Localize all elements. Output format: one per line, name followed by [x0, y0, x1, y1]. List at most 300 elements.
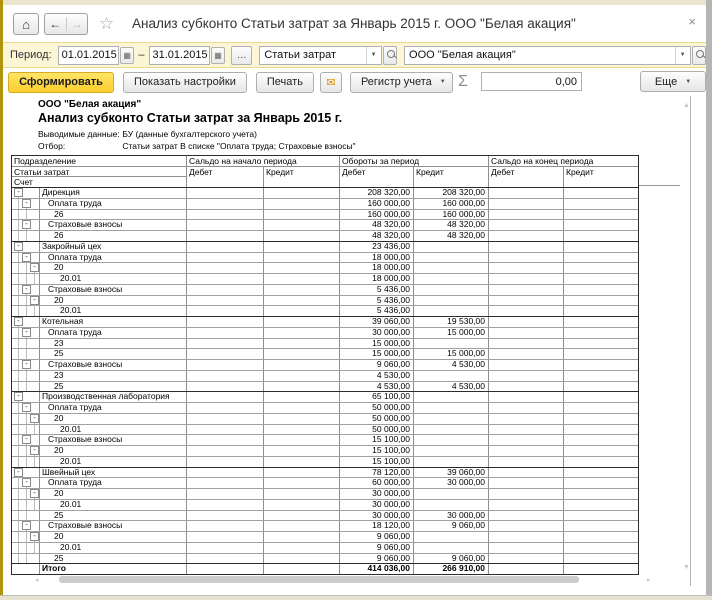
- row-value-cell[interactable]: [413, 392, 488, 402]
- row-name[interactable]: 26: [39, 231, 186, 241]
- row-name[interactable]: 20: [39, 414, 186, 424]
- row-value-cell[interactable]: 50 000,00: [339, 425, 413, 435]
- row-value-cell[interactable]: 48 320,00: [339, 220, 413, 230]
- row-value-cell[interactable]: [186, 306, 263, 316]
- collapse-toggle-icon[interactable]: -: [14, 392, 23, 401]
- row-value-cell[interactable]: [488, 306, 563, 316]
- row-value-cell[interactable]: [413, 532, 488, 542]
- row-name[interactable]: 25: [39, 554, 186, 564]
- row-value-cell[interactable]: [488, 414, 563, 424]
- row-value-cell[interactable]: [186, 339, 263, 349]
- row-value-cell[interactable]: 4 530,00: [413, 360, 488, 370]
- row-value-cell[interactable]: [186, 274, 263, 284]
- row-value-cell[interactable]: [263, 274, 339, 284]
- row-name[interactable]: 20.01: [39, 425, 186, 435]
- row-value-cell[interactable]: [413, 425, 488, 435]
- row-value-cell[interactable]: [413, 543, 488, 553]
- row-name[interactable]: Котельная: [39, 317, 186, 327]
- organization-choose-button[interactable]: [692, 46, 706, 65]
- row-value-cell[interactable]: [186, 349, 263, 359]
- row-value-cell[interactable]: [186, 511, 263, 521]
- row-value-cell[interactable]: 160 000,00: [413, 210, 488, 220]
- collapse-toggle-icon[interactable]: -: [14, 242, 23, 251]
- row-name[interactable]: 20: [39, 532, 186, 542]
- row-name[interactable]: Оплата труда: [39, 253, 186, 263]
- row-value-cell[interactable]: 60 000,00: [339, 478, 413, 488]
- row-value-cell[interactable]: [563, 317, 638, 327]
- row-value-cell[interactable]: [563, 360, 638, 370]
- row-value-cell[interactable]: [413, 263, 488, 273]
- row-value-cell[interactable]: 266 910,00: [413, 564, 488, 574]
- row-value-cell[interactable]: [488, 349, 563, 359]
- row-value-cell[interactable]: [488, 328, 563, 338]
- row-name[interactable]: 20: [39, 489, 186, 499]
- subconto-select[interactable]: [259, 46, 381, 65]
- row-value-cell[interactable]: [263, 489, 339, 499]
- row-value-cell[interactable]: [263, 414, 339, 424]
- scrollbar-thumb[interactable]: [59, 576, 579, 583]
- row-value-cell[interactable]: [563, 349, 638, 359]
- row-value-cell[interactable]: [186, 210, 263, 220]
- row-value-cell[interactable]: [563, 188, 638, 198]
- collapse-toggle-icon[interactable]: -: [22, 478, 31, 487]
- collapse-toggle-icon[interactable]: -: [14, 468, 23, 477]
- row-name[interactable]: Производственная лаборатория: [39, 392, 186, 402]
- row-value-cell[interactable]: [186, 242, 263, 252]
- row-value-cell[interactable]: [488, 392, 563, 402]
- row-value-cell[interactable]: 39 060,00: [339, 317, 413, 327]
- row-value-cell[interactable]: [186, 543, 263, 553]
- row-value-cell[interactable]: 48 320,00: [413, 220, 488, 230]
- row-name[interactable]: Итого: [39, 564, 186, 574]
- row-value-cell[interactable]: [488, 382, 563, 392]
- row-value-cell[interactable]: 9 060,00: [339, 543, 413, 553]
- row-value-cell[interactable]: [563, 382, 638, 392]
- row-value-cell[interactable]: [263, 339, 339, 349]
- row-value-cell[interactable]: [413, 435, 488, 445]
- collapse-toggle-icon[interactable]: -: [30, 414, 39, 423]
- row-value-cell[interactable]: [186, 231, 263, 241]
- mail-button[interactable]: [320, 72, 342, 93]
- collapse-toggle-icon[interactable]: -: [30, 263, 39, 272]
- row-value-cell[interactable]: [488, 360, 563, 370]
- row-name[interactable]: Швейный цех: [39, 468, 186, 478]
- row-value-cell[interactable]: [263, 392, 339, 402]
- row-value-cell[interactable]: 9 060,00: [339, 360, 413, 370]
- row-value-cell[interactable]: [488, 511, 563, 521]
- row-value-cell[interactable]: [263, 317, 339, 327]
- row-value-cell[interactable]: [413, 457, 488, 467]
- row-value-cell[interactable]: 160 000,00: [339, 210, 413, 220]
- chevron-down-icon[interactable]: ▼: [675, 47, 690, 64]
- row-value-cell[interactable]: 30 000,00: [339, 489, 413, 499]
- row-value-cell[interactable]: [186, 296, 263, 306]
- row-value-cell[interactable]: [563, 511, 638, 521]
- row-value-cell[interactable]: [488, 199, 563, 209]
- row-value-cell[interactable]: [413, 242, 488, 252]
- collapse-toggle-icon[interactable]: -: [22, 403, 31, 412]
- row-value-cell[interactable]: 50 000,00: [339, 414, 413, 424]
- row-value-cell[interactable]: [413, 403, 488, 413]
- row-value-cell[interactable]: 5 436,00: [339, 306, 413, 316]
- row-value-cell[interactable]: [563, 457, 638, 467]
- row-value-cell[interactable]: [263, 521, 339, 531]
- row-name[interactable]: Оплата труда: [39, 478, 186, 488]
- row-value-cell[interactable]: [563, 220, 638, 230]
- collapse-toggle-icon[interactable]: -: [22, 199, 31, 208]
- row-value-cell[interactable]: [413, 414, 488, 424]
- collapse-toggle-icon[interactable]: -: [14, 188, 23, 197]
- row-value-cell[interactable]: 5 436,00: [339, 285, 413, 295]
- row-value-cell[interactable]: [263, 263, 339, 273]
- collapse-toggle-icon[interactable]: -: [22, 328, 31, 337]
- row-value-cell[interactable]: [563, 253, 638, 263]
- row-value-cell[interactable]: 9 060,00: [339, 532, 413, 542]
- period-from-input[interactable]: 01.01.2015: [58, 46, 119, 65]
- collapse-toggle-icon[interactable]: -: [22, 220, 31, 229]
- collapse-toggle-icon[interactable]: -: [22, 253, 31, 262]
- row-value-cell[interactable]: [263, 425, 339, 435]
- row-value-cell[interactable]: [488, 543, 563, 553]
- scroll-right-icon[interactable]: ▸: [647, 577, 651, 584]
- row-value-cell[interactable]: [563, 564, 638, 574]
- row-value-cell[interactable]: [563, 543, 638, 553]
- sum-field[interactable]: 0,00: [481, 72, 582, 91]
- row-name[interactable]: Закройный цех: [39, 242, 186, 252]
- row-value-cell[interactable]: 30 000,00: [413, 511, 488, 521]
- row-value-cell[interactable]: 15 100,00: [339, 446, 413, 456]
- row-value-cell[interactable]: [186, 317, 263, 327]
- scroll-left-icon[interactable]: ◂: [35, 577, 39, 584]
- row-name[interactable]: 20.01: [39, 457, 186, 467]
- row-value-cell[interactable]: [488, 220, 563, 230]
- row-value-cell[interactable]: [563, 285, 638, 295]
- row-value-cell[interactable]: [186, 371, 263, 381]
- favorite-star-icon[interactable]: ☆: [99, 14, 115, 33]
- row-value-cell[interactable]: [263, 296, 339, 306]
- row-value-cell[interactable]: 78 120,00: [339, 468, 413, 478]
- show-settings-button[interactable]: Показать настройки: [123, 72, 247, 93]
- row-value-cell[interactable]: [186, 446, 263, 456]
- row-value-cell[interactable]: [263, 532, 339, 542]
- row-value-cell[interactable]: 5 436,00: [339, 296, 413, 306]
- row-value-cell[interactable]: [488, 500, 563, 510]
- row-name[interactable]: 20.01: [39, 274, 186, 284]
- row-value-cell[interactable]: 18 000,00: [339, 253, 413, 263]
- row-value-cell[interactable]: [563, 435, 638, 445]
- row-value-cell[interactable]: [488, 425, 563, 435]
- row-name[interactable]: 23: [39, 339, 186, 349]
- collapse-toggle-icon[interactable]: -: [14, 317, 23, 326]
- row-name[interactable]: Страховые взносы: [39, 360, 186, 370]
- row-value-cell[interactable]: [563, 328, 638, 338]
- row-value-cell[interactable]: 48 320,00: [413, 231, 488, 241]
- row-value-cell[interactable]: [488, 554, 563, 564]
- row-value-cell[interactable]: [263, 543, 339, 553]
- row-value-cell[interactable]: [563, 210, 638, 220]
- row-value-cell[interactable]: [186, 220, 263, 230]
- row-value-cell[interactable]: [186, 263, 263, 273]
- row-value-cell[interactable]: 414 036,00: [339, 564, 413, 574]
- row-name[interactable]: 26: [39, 210, 186, 220]
- row-value-cell[interactable]: 18 120,00: [339, 521, 413, 531]
- row-name[interactable]: 20.01: [39, 500, 186, 510]
- row-value-cell[interactable]: [263, 231, 339, 241]
- row-value-cell[interactable]: [186, 360, 263, 370]
- row-value-cell[interactable]: [563, 296, 638, 306]
- back-button[interactable]: ←: [45, 17, 67, 31]
- collapse-toggle-icon[interactable]: -: [30, 532, 39, 541]
- row-value-cell[interactable]: [563, 500, 638, 510]
- row-value-cell[interactable]: [563, 414, 638, 424]
- row-value-cell[interactable]: 30 000,00: [413, 478, 488, 488]
- row-value-cell[interactable]: [263, 285, 339, 295]
- row-value-cell[interactable]: [488, 188, 563, 198]
- row-value-cell[interactable]: 39 060,00: [413, 468, 488, 478]
- more-button[interactable]: [640, 71, 706, 92]
- row-value-cell[interactable]: [263, 306, 339, 316]
- row-value-cell[interactable]: [186, 457, 263, 467]
- row-value-cell[interactable]: [563, 242, 638, 252]
- forward-button[interactable]: →: [70, 17, 83, 31]
- row-value-cell[interactable]: [413, 489, 488, 499]
- row-name[interactable]: Дирекция: [39, 188, 186, 198]
- row-value-cell[interactable]: [263, 371, 339, 381]
- row-name[interactable]: Оплата труда: [39, 328, 186, 338]
- row-name[interactable]: Страховые взносы: [39, 435, 186, 445]
- row-value-cell[interactable]: 50 000,00: [339, 403, 413, 413]
- collapse-toggle-icon[interactable]: -: [22, 435, 31, 444]
- row-value-cell[interactable]: [563, 339, 638, 349]
- calendar-icon[interactable]: ▦: [211, 47, 225, 64]
- collapse-toggle-icon[interactable]: -: [30, 446, 39, 455]
- scroll-down-icon[interactable]: ▼: [683, 564, 690, 571]
- print-button[interactable]: Печать: [256, 72, 314, 93]
- row-value-cell[interactable]: 15 000,00: [339, 349, 413, 359]
- row-value-cell[interactable]: [263, 210, 339, 220]
- row-value-cell[interactable]: [563, 274, 638, 284]
- row-value-cell[interactable]: [186, 554, 263, 564]
- row-value-cell[interactable]: [563, 532, 638, 542]
- row-name[interactable]: 25: [39, 382, 186, 392]
- row-value-cell[interactable]: [263, 188, 339, 198]
- row-value-cell[interactable]: 15 100,00: [339, 457, 413, 467]
- row-value-cell[interactable]: [263, 468, 339, 478]
- collapse-toggle-icon[interactable]: -: [30, 296, 39, 305]
- row-value-cell[interactable]: [186, 253, 263, 263]
- row-value-cell[interactable]: [413, 500, 488, 510]
- row-value-cell[interactable]: [488, 274, 563, 284]
- row-value-cell[interactable]: [563, 403, 638, 413]
- row-value-cell[interactable]: [186, 489, 263, 499]
- row-value-cell[interactable]: [413, 306, 488, 316]
- collapse-toggle-icon[interactable]: -: [30, 489, 39, 498]
- row-value-cell[interactable]: [186, 188, 263, 198]
- row-value-cell[interactable]: [186, 500, 263, 510]
- collapse-toggle-icon[interactable]: -: [22, 521, 31, 530]
- row-value-cell[interactable]: [488, 521, 563, 531]
- row-name[interactable]: Оплата труда: [39, 199, 186, 209]
- row-value-cell[interactable]: [488, 296, 563, 306]
- row-value-cell[interactable]: [186, 403, 263, 413]
- row-value-cell[interactable]: [563, 199, 638, 209]
- row-value-cell[interactable]: [488, 478, 563, 488]
- row-value-cell[interactable]: [563, 446, 638, 456]
- row-value-cell[interactable]: 65 100,00: [339, 392, 413, 402]
- row-value-cell[interactable]: [563, 478, 638, 488]
- period-options-button[interactable]: …: [231, 46, 252, 65]
- row-value-cell[interactable]: [488, 457, 563, 467]
- row-value-cell[interactable]: [413, 296, 488, 306]
- row-value-cell[interactable]: [563, 554, 638, 564]
- row-value-cell[interactable]: 15 000,00: [413, 328, 488, 338]
- row-value-cell[interactable]: [488, 403, 563, 413]
- close-icon[interactable]: ×: [688, 14, 696, 29]
- subconto-choose-button[interactable]: [383, 46, 397, 65]
- row-value-cell[interactable]: [413, 274, 488, 284]
- row-value-cell[interactable]: [413, 253, 488, 263]
- row-value-cell[interactable]: [488, 242, 563, 252]
- row-value-cell[interactable]: 18 000,00: [339, 263, 413, 273]
- row-value-cell[interactable]: [186, 425, 263, 435]
- home-button[interactable]: [13, 13, 39, 35]
- row-value-cell[interactable]: 4 530,00: [339, 371, 413, 381]
- row-value-cell[interactable]: 4 530,00: [339, 382, 413, 392]
- row-value-cell[interactable]: [263, 403, 339, 413]
- row-value-cell[interactable]: [186, 468, 263, 478]
- row-name[interactable]: Оплата труда: [39, 403, 186, 413]
- row-value-cell[interactable]: [488, 489, 563, 499]
- row-value-cell[interactable]: 19 530,00: [413, 317, 488, 327]
- row-value-cell[interactable]: 9 060,00: [339, 554, 413, 564]
- row-value-cell[interactable]: [263, 564, 339, 574]
- register-button[interactable]: [350, 72, 453, 93]
- row-name[interactable]: 25: [39, 349, 186, 359]
- generate-button[interactable]: Сформировать: [8, 72, 114, 93]
- row-value-cell[interactable]: [263, 554, 339, 564]
- row-value-cell[interactable]: [563, 263, 638, 273]
- organization-select[interactable]: [404, 46, 691, 65]
- row-value-cell[interactable]: 18 000,00: [339, 274, 413, 284]
- row-value-cell[interactable]: [263, 478, 339, 488]
- row-value-cell[interactable]: [563, 231, 638, 241]
- row-name[interactable]: Страховые взносы: [39, 220, 186, 230]
- row-value-cell[interactable]: [488, 435, 563, 445]
- row-name[interactable]: 20: [39, 263, 186, 273]
- row-value-cell[interactable]: [186, 382, 263, 392]
- row-value-cell[interactable]: [488, 564, 563, 574]
- chevron-down-icon[interactable]: ▼: [366, 47, 381, 64]
- collapse-toggle-icon[interactable]: -: [22, 285, 31, 294]
- row-value-cell[interactable]: [413, 371, 488, 381]
- row-value-cell[interactable]: [488, 210, 563, 220]
- row-value-cell[interactable]: 208 320,00: [339, 188, 413, 198]
- row-value-cell[interactable]: [563, 521, 638, 531]
- row-value-cell[interactable]: 48 320,00: [339, 231, 413, 241]
- row-value-cell[interactable]: [186, 328, 263, 338]
- row-value-cell[interactable]: [563, 371, 638, 381]
- row-value-cell[interactable]: 9 060,00: [413, 521, 488, 531]
- row-value-cell[interactable]: [263, 446, 339, 456]
- row-value-cell[interactable]: 23 436,00: [339, 242, 413, 252]
- row-value-cell[interactable]: [186, 532, 263, 542]
- row-value-cell[interactable]: [413, 446, 488, 456]
- row-value-cell[interactable]: [186, 414, 263, 424]
- row-value-cell[interactable]: 15 000,00: [413, 349, 488, 359]
- row-value-cell[interactable]: [263, 220, 339, 230]
- row-name[interactable]: 23: [39, 371, 186, 381]
- row-value-cell[interactable]: [488, 317, 563, 327]
- row-name[interactable]: 20: [39, 296, 186, 306]
- row-value-cell[interactable]: [186, 521, 263, 531]
- row-value-cell[interactable]: [186, 478, 263, 488]
- row-value-cell[interactable]: 30 000,00: [339, 500, 413, 510]
- row-value-cell[interactable]: [563, 306, 638, 316]
- row-value-cell[interactable]: [186, 392, 263, 402]
- row-value-cell[interactable]: 9 060,00: [413, 554, 488, 564]
- row-value-cell[interactable]: [488, 339, 563, 349]
- row-value-cell[interactable]: [563, 392, 638, 402]
- row-value-cell[interactable]: [263, 382, 339, 392]
- row-value-cell[interactable]: [263, 511, 339, 521]
- row-value-cell[interactable]: 15 000,00: [339, 339, 413, 349]
- period-to-input[interactable]: 31.01.2015: [149, 46, 210, 65]
- row-value-cell[interactable]: 160 000,00: [339, 199, 413, 209]
- collapse-toggle-icon[interactable]: -: [22, 360, 31, 369]
- row-value-cell[interactable]: [488, 446, 563, 456]
- row-value-cell[interactable]: [488, 532, 563, 542]
- row-value-cell[interactable]: 160 000,00: [413, 199, 488, 209]
- row-value-cell[interactable]: [263, 457, 339, 467]
- row-value-cell[interactable]: [563, 425, 638, 435]
- row-value-cell[interactable]: [488, 231, 563, 241]
- scroll-up-icon[interactable]: ▲: [683, 102, 690, 109]
- row-name[interactable]: 20.01: [39, 543, 186, 553]
- row-value-cell[interactable]: [488, 253, 563, 263]
- row-value-cell[interactable]: [263, 500, 339, 510]
- row-value-cell[interactable]: [488, 371, 563, 381]
- row-value-cell[interactable]: [263, 435, 339, 445]
- row-value-cell[interactable]: [488, 263, 563, 273]
- row-value-cell[interactable]: [413, 339, 488, 349]
- row-name[interactable]: 20: [39, 446, 186, 456]
- calendar-icon[interactable]: ▦: [120, 47, 134, 64]
- row-value-cell[interactable]: 15 100,00: [339, 435, 413, 445]
- row-value-cell[interactable]: [186, 564, 263, 574]
- row-value-cell[interactable]: [263, 199, 339, 209]
- row-value-cell[interactable]: [263, 349, 339, 359]
- row-value-cell[interactable]: [186, 285, 263, 295]
- horizontal-scrollbar[interactable]: [11, 576, 687, 584]
- row-value-cell[interactable]: [263, 242, 339, 252]
- row-value-cell[interactable]: [186, 199, 263, 209]
- row-value-cell[interactable]: [488, 285, 563, 295]
- row-value-cell[interactable]: 208 320,00: [413, 188, 488, 198]
- row-value-cell[interactable]: [186, 435, 263, 445]
- row-value-cell[interactable]: 30 000,00: [339, 511, 413, 521]
- row-value-cell[interactable]: [563, 468, 638, 478]
- row-value-cell[interactable]: [563, 489, 638, 499]
- row-value-cell[interactable]: 30 000,00: [339, 328, 413, 338]
- row-name[interactable]: 25: [39, 511, 186, 521]
- row-value-cell[interactable]: [263, 360, 339, 370]
- row-value-cell[interactable]: [488, 468, 563, 478]
- row-value-cell[interactable]: [263, 253, 339, 263]
- row-name[interactable]: 20.01: [39, 306, 186, 316]
- row-value-cell[interactable]: 4 530,00: [413, 382, 488, 392]
- row-value-cell[interactable]: [263, 328, 339, 338]
- row-name[interactable]: Страховые взносы: [39, 521, 186, 531]
